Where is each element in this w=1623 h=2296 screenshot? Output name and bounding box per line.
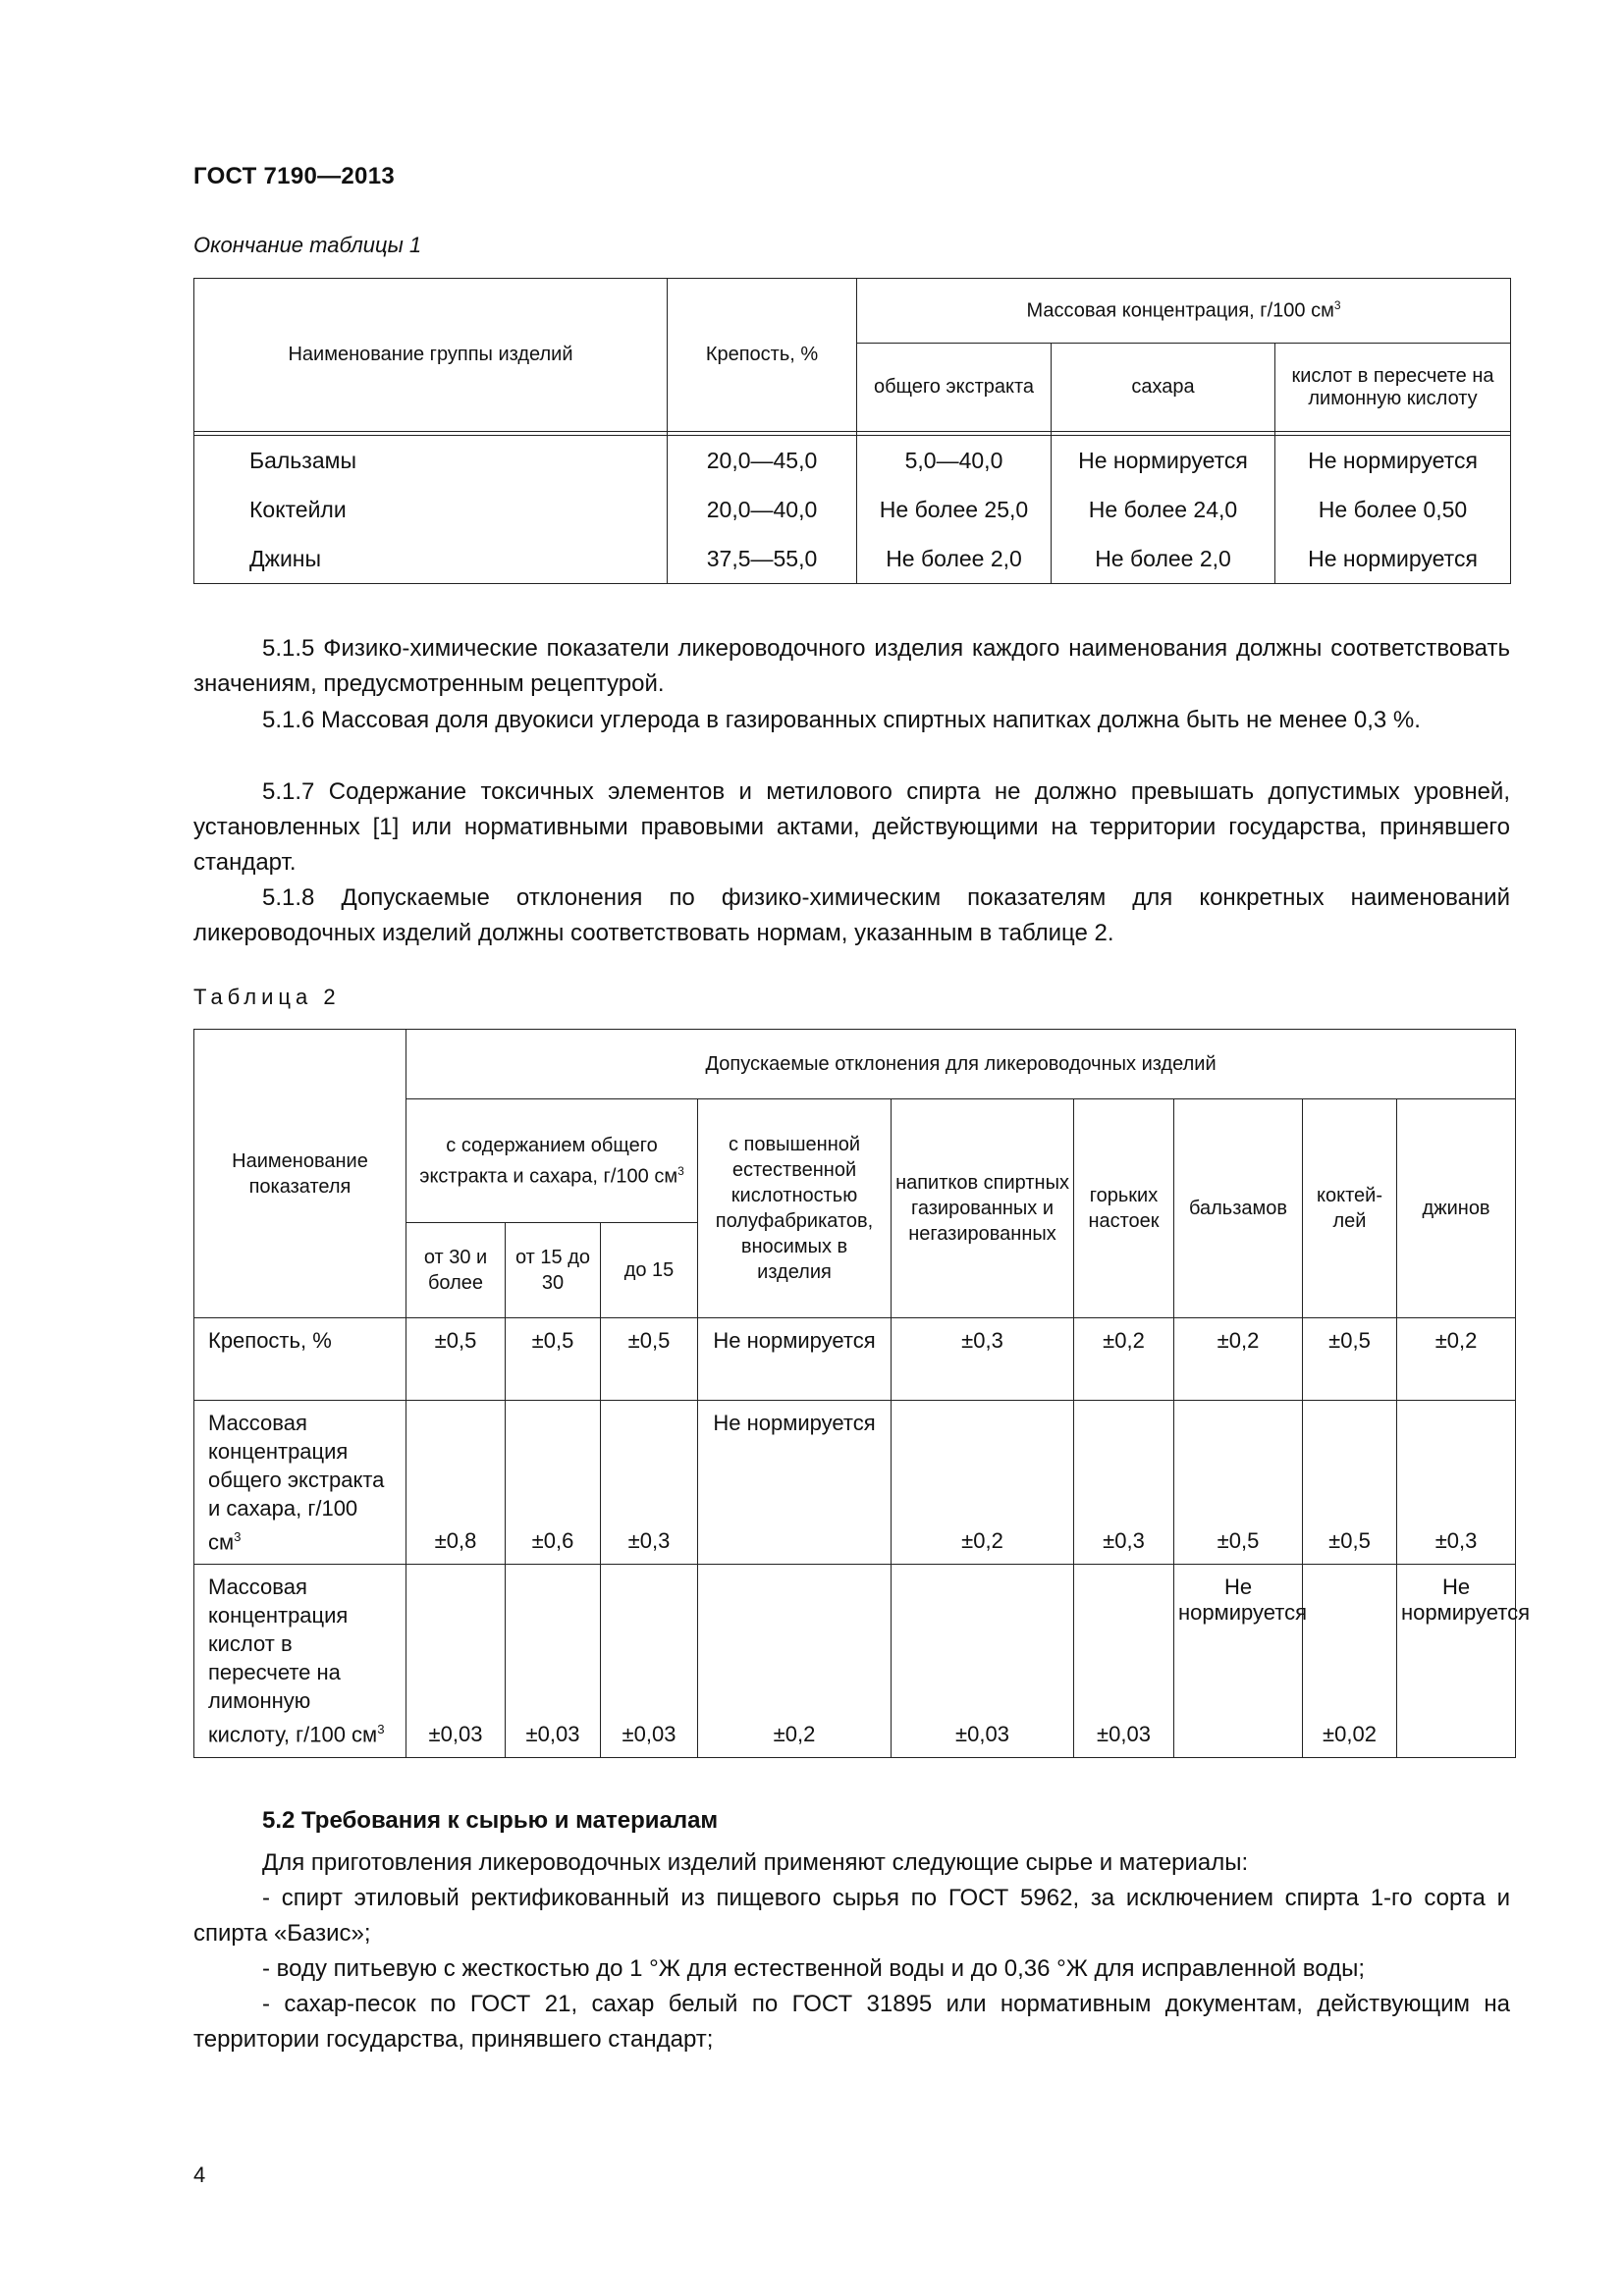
- table2-caption: Таблица 2: [193, 985, 341, 1009]
- t2-header-balsam: бальзамов: [1174, 1099, 1303, 1318]
- page-number: 4: [193, 2163, 206, 2187]
- paragraph-5-1-5: 5.1.5 Физико-химические показатели ликероводочного изделия каждого наименования должны соответствовать значениям, предусмотренным рецептурой.: [193, 635, 1510, 697]
- t1-header-sugar: сахара: [1052, 344, 1275, 432]
- section-5-2-title: 5.2 Требования к сырью и материалам: [262, 1807, 719, 1834]
- list-item: - спирт этиловый ректификованный из пищевого сырья по ГОСТ 5962, за исключением спирта 1-го сорта и спирта «Базис»;: [193, 1885, 1510, 1947]
- t2-header-indicator: Наименование показателя: [194, 1030, 406, 1318]
- table-row: Коктейли 20,0—40,0 Не более 25,0 Не более 24,0 Не более 0,50: [194, 485, 1511, 534]
- t2-header-content: с содержанием общего экстракта и сахара, г/100 $см^3$: [406, 1099, 698, 1223]
- table-1: [193, 278, 1511, 584]
- table-row: Массовая концентрация кислот в пересчете на лимонную кислоту, г/100 $см^3$ ±0,03 ±0,03 ±0,03 ±0,2 ±0,03 ±0,03 Не нормируется ±0,02 Не нормируется: [194, 1565, 1516, 1757]
- paragraph-5-1-8: 5.1.8 Допускаемые отклонения по физико-химическим показателям для конкретных наименований ликероводочных изделий должны соответствовать нормам, указанным в таблице 2.: [193, 884, 1510, 946]
- table-row: Крепость, % ±0,5 ±0,5 ±0,5 Не нормируется ±0,3 ±0,2 ±0,2 ±0,5 ±0,2: [194, 1318, 1516, 1401]
- t1-header-name: Наименование группы изделий: [194, 279, 668, 432]
- t2-header-gin: джинов: [1397, 1099, 1516, 1318]
- t2-sub-30-more: от 30 и более: [406, 1223, 506, 1318]
- t1-header-mass-group: Массовая концентрация, г/100 $см^3$: [857, 279, 1511, 344]
- t2-header-cocktail: коктей-лей: [1303, 1099, 1397, 1318]
- section-intro: Для приготовления ликероводочных изделий применяют следующие сырье и материалы:: [262, 1849, 1249, 1876]
- t2-sub-15-30: от 15 до 30: [506, 1223, 601, 1318]
- paragraph-5-1-6: 5.1.6 Массовая доля двуокиси углерода в газированных спиртных напитках должна быть не менее 0,3 %.: [262, 707, 1421, 733]
- t2-sub-up-to-15: до 15: [601, 1223, 698, 1318]
- t2-header-acidity: с повышенной естественной кислотностью полуфабрикатов, вносимых в изделия: [698, 1099, 892, 1318]
- t1-header-acid: кислот в пересчете на лимонную кислоту: [1275, 344, 1511, 432]
- t2-header-group: Допускаемые отклонения для ликероводочных изделий: [406, 1030, 1516, 1099]
- table-row: Джины 37,5—55,0 Не более 2,0 Не более 2,0 Не нормируется: [194, 534, 1511, 584]
- list-item: - воду питьевую с жесткостью до 1 °Ж для естественной воды и до 0,36 °Ж для исправленной воды;: [262, 1955, 1366, 1982]
- document-header: ГОСТ 7190—2013: [193, 163, 396, 189]
- paragraph-5-1-7: 5.1.7 Содержание токсичных элементов и метилового спирта не должно превышать допустимых уровней, установленных [1] или нормативными правовыми актами, действующими на территории государства, принявшего стандарт.: [193, 778, 1510, 876]
- table-2: [193, 1029, 1531, 1758]
- t1-header-extract: общего экстракта: [857, 344, 1052, 432]
- t1-header-strength: Крепость, %: [668, 279, 857, 432]
- table-row: Массовая концентрация общего экстракта и сахара, г/100 $см^3$ ±0,8 ±0,6 ±0,3 Не нормируется ±0,2 ±0,3 ±0,5 ±0,5 ±0,3: [194, 1401, 1516, 1565]
- table1-continuation-caption: Окончание таблицы 1: [193, 233, 422, 257]
- t2-header-drinks: напитков спиртных газированных и негазированных: [892, 1099, 1074, 1318]
- list-item: - сахар-песок по ГОСТ 21, сахар белый по ГОСТ 31895 или нормативным документам, действующим на территории государства, принявшего стандарт;: [193, 1991, 1510, 2053]
- t2-header-bitter: горьких настоек: [1074, 1099, 1174, 1318]
- table-row: Бальзамы 20,0—45,0 5,0—40,0 Не нормируется Не нормируется: [194, 436, 1511, 486]
